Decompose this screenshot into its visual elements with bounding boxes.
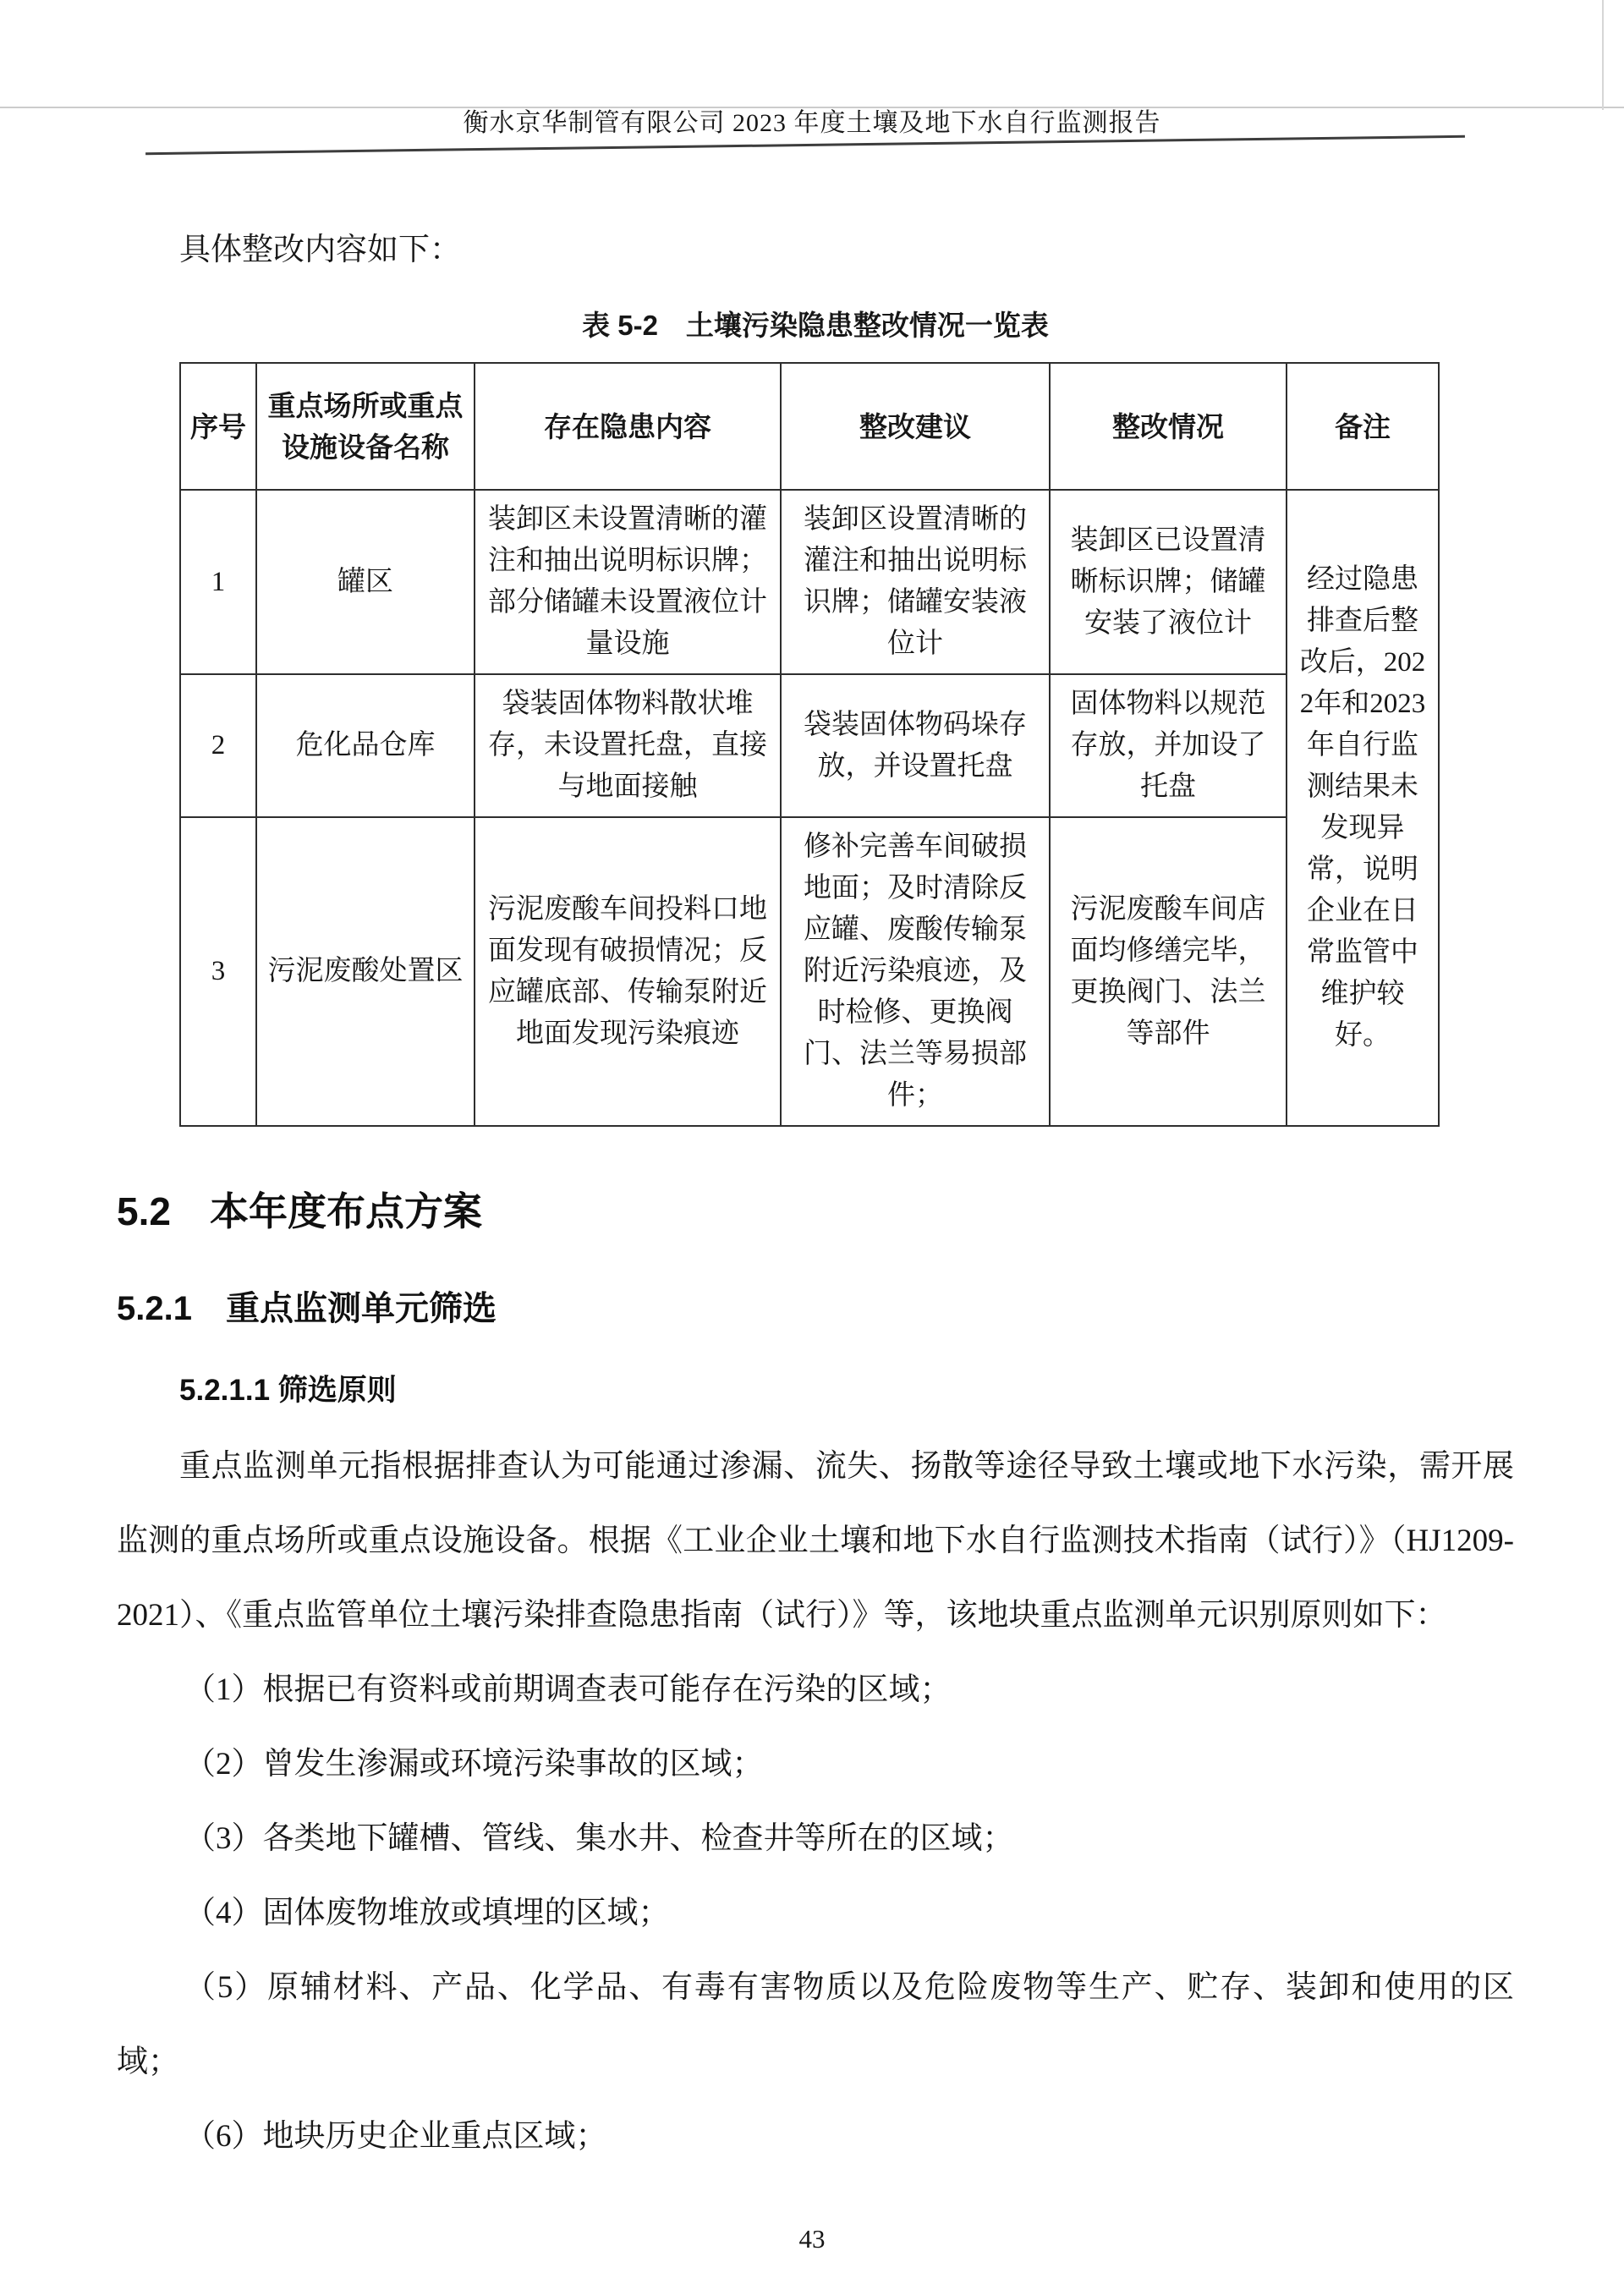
list-item-6: （6）地块历史企业重点区域；: [184, 2119, 607, 2154]
scan-edge-line: [1602, 0, 1604, 110]
cell-status: 装卸区已设置清晰标识牌；储罐安装了液位计: [1050, 490, 1287, 674]
header-cell-hazard: 存在隐患内容: [475, 363, 781, 490]
list-item-2: （2）曾发生渗漏或环境污染事故的区域；: [184, 1747, 764, 1782]
cell-hazard: 袋装固体物料散状堆存，未设置托盘，直接与地面接触: [475, 674, 781, 817]
section-heading-5-2: 5.2 本年度布点方案: [117, 1189, 482, 1233]
cell-no: 2: [180, 674, 256, 817]
remediation-table: [179, 362, 1440, 1127]
cell-suggestion: 袋装固体物码垛存放，并设置托盘: [781, 674, 1050, 817]
cell-site: 罐区: [256, 490, 475, 674]
cell-hazard: 装卸区未设置清晰的灌注和抽出说明标识牌；部分储罐未设置液位计量设施: [475, 490, 781, 674]
cell-hazard: 污泥废酸车间投料口地面发现有破损情况；反应罐底部、传输泵附近地面发现污染痕迹: [475, 817, 781, 1126]
section-heading-5-2-1-1: 5.2.1.1 筛选原则: [179, 1374, 397, 1407]
header-cell-no: 序号: [180, 363, 256, 490]
list-item-1: （1）根据已有资料或前期调查表可能存在污染的区域；: [184, 1672, 952, 1707]
cell-site: 污泥废酸处置区: [256, 817, 475, 1126]
body-paragraph: 重点监测单元指根据排查认为可能通过渗漏、流失、扬散等途径导致土壤或地下水污染，需开展监测的重点场所或重点设施设备。根据《工业企业土壤和地下水自行监测技术指南（试行）》（HJ1209-2021）、《重点监管单位土壤污染排查隐患指南（试行）》等，该地块重点监测单元识别原则如下：: [117, 1449, 1514, 1633]
list-item-4: （4）固体废物堆放或填埋的区域；: [184, 1896, 670, 1930]
cell-site: 危化品仓库: [256, 674, 475, 817]
header-cell-remark: 备注: [1287, 363, 1439, 490]
page-content: [117, 213, 1514, 2174]
header-cell-site: 重点场所或重点设施设备名称: [256, 363, 475, 490]
header-cell-suggestion: 整改建议: [781, 363, 1050, 490]
list-item-3: （3）各类地下罐槽、管线、集水井、检查井等所在的区域；: [184, 1821, 1014, 1856]
cell-suggestion: 装卸区设置清晰的灌注和抽出说明标识牌；储罐安装液位计: [781, 490, 1050, 674]
cell-no: 3: [180, 817, 256, 1126]
header-cell-status: 整改情况: [1050, 363, 1287, 490]
table-row: [180, 674, 1439, 817]
table-header-row: [180, 363, 1439, 490]
cell-remark: 经过隐患排查后整改后，2022年和2023年自行监测结果未发现异常，说明企业在日常监管中维护较好。: [1287, 490, 1439, 1126]
cell-status: 污泥废酸车间店面均修缮完毕，更换阀门、法兰等部件: [1050, 817, 1287, 1126]
table-row: [180, 817, 1439, 1126]
intro-paragraph: 具体整改内容如下：: [179, 233, 461, 267]
section-heading-5-2-1: 5.2.1 重点监测单元筛选: [117, 1290, 497, 1327]
list-item-5: （5）原辅材料、产品、化学品、有毒有害物质以及危险废物等生产、贮存、装卸和使用的区域；: [117, 1970, 1514, 2079]
table-row: [180, 490, 1439, 674]
cell-no: 1: [180, 490, 256, 674]
page-number: 43: [798, 2224, 826, 2254]
table-caption: 表 5-2 土壤污染隐患整改情况一览表: [582, 310, 1049, 341]
cell-suggestion: 修补完善车间破损地面；及时清除反应罐、废酸传输泵附近污染痕迹，及时检修、更换阀门、法兰等易损部件；: [781, 817, 1050, 1126]
cell-status: 固体物料以规范存放，并加设了托盘: [1050, 674, 1287, 817]
report-header-title: 衡水京华制管有限公司 2023 年度土壤及地下水自行监测报告: [463, 109, 1161, 137]
